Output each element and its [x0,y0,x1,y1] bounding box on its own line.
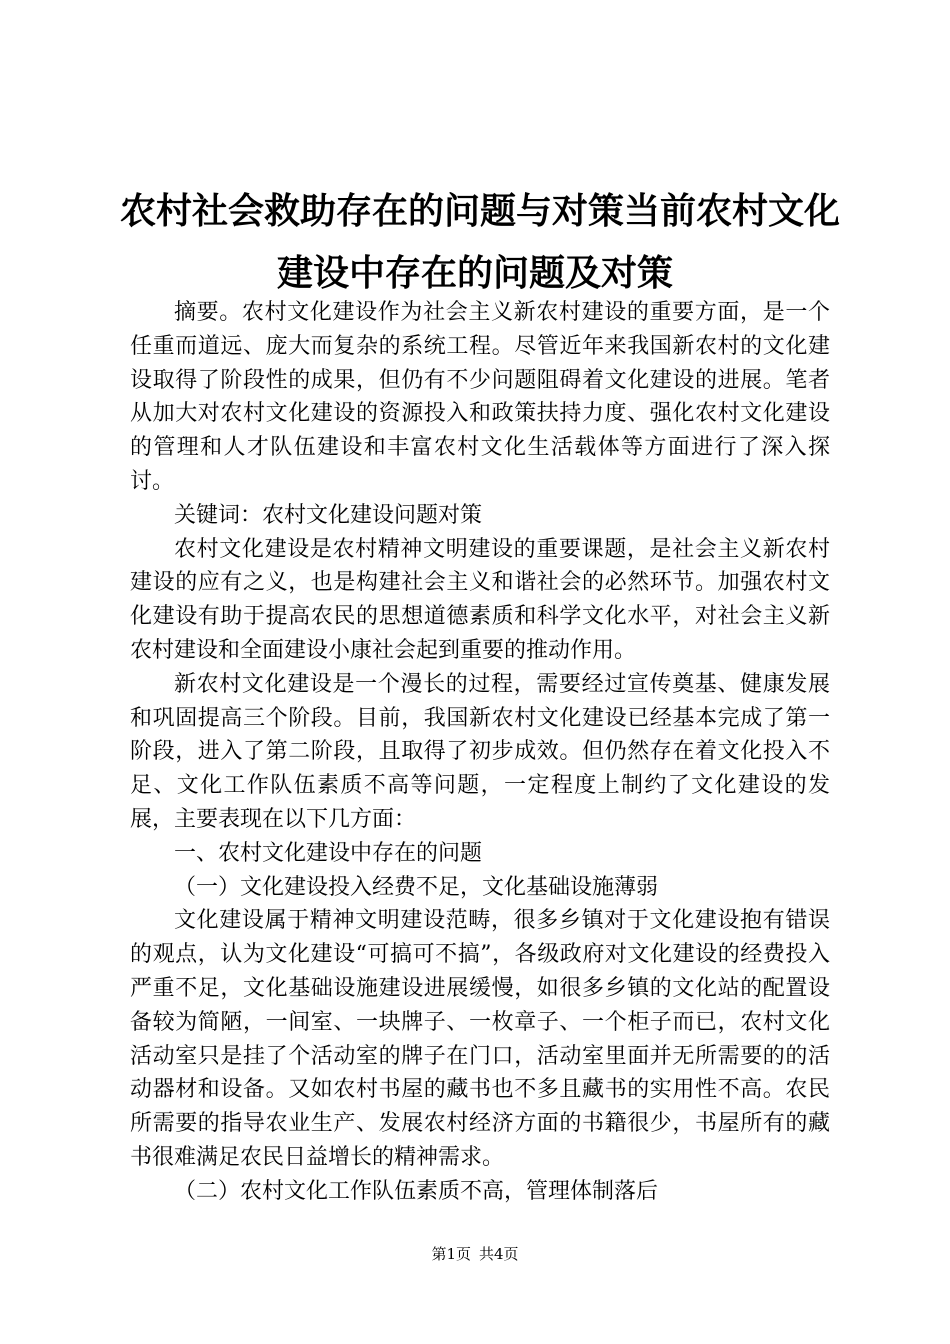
body-paragraph: 新农村文化建设是一个漫长的过程，需要经过宣传奠基、健康发展和巩固提高三个阶段。目前，我国新农村文化建设已经基本完成了第一阶段，进入了第二阶段，且取得了初步成效。但仍然存在着文化投入不足、文化工作队伍素质不高等问题，一定程度上制约了文化建设的发展，主要表现在以下几方面： [130,671,830,832]
document-body [130,296,830,1209]
keywords-paragraph: 关键词：农村文化建设问题对策 [174,502,483,528]
body-paragraph: 文化建设属于精神文明建设范畴，很多乡镇对于文化建设抱有错误的观点，认为文化建设“可搞可不搞”，各级政府对文化建设的经费投入严重不足，文化基础设施建设进展缓慢，如很多乡镇的文化站的配置设备较为简陋，一间室、一块牌子、一枚章子、一个柜子而已，农村文化活动室只是挂了个活动室的牌子在门口，活动室里面并无所需要的的活动器材和设备。又如农村书屋的藏书也不多且藏书的实用性不高。农民所需要的指导农业生产、发展农村经济方面的书籍很少，书屋所有的藏书很难满足农民日益增长的精神需求。 [130,908,830,1170]
document-title [120,180,841,304]
page-footer [0,1244,950,1264]
section-heading: 一、农村文化建设中存在的问题 [174,840,483,866]
title-line-1: 农村社会救助存在的问题与对策当前农村文化 [120,190,841,232]
page-number-current: 第1页 [431,1245,471,1263]
title-line-2: 建设中存在的问题及对策 [276,252,673,294]
body-paragraph: 农村文化建设是农村精神文明建设的重要课题，是社会主义新农村建设的应有之义，也是构建社会主义和谐社会的必然环节。加强农村文化建设有助于提高农民的思想道德素质和科学文化水平，对社会主义新农村建设和全面建设小康社会起到重要的推动作用。 [130,536,830,663]
page-number-total: 共4页 [479,1245,519,1263]
abstract-paragraph: 摘要。农村文化建设作为社会主义新农村建设的重要方面，是一个任重而道远、庞大而复杂的系统工程。尽管近年来我国新农村的文化建设取得了阶段性的成果，但仍有不少问题阻碍着文化建设的进展。笔者从加大对农村文化建设的资源投入和政策扶持力度、强化农村文化建设的管理和人才队伍建设和丰富农村文化生活载体等方面进行了深入探讨。 [130,300,830,494]
subsection-heading: （二）农村文化工作队伍素质不高，管理体制落后 [174,1178,659,1204]
subsection-heading: （一）文化建设投入经费不足，文化基础设施薄弱 [174,874,659,900]
